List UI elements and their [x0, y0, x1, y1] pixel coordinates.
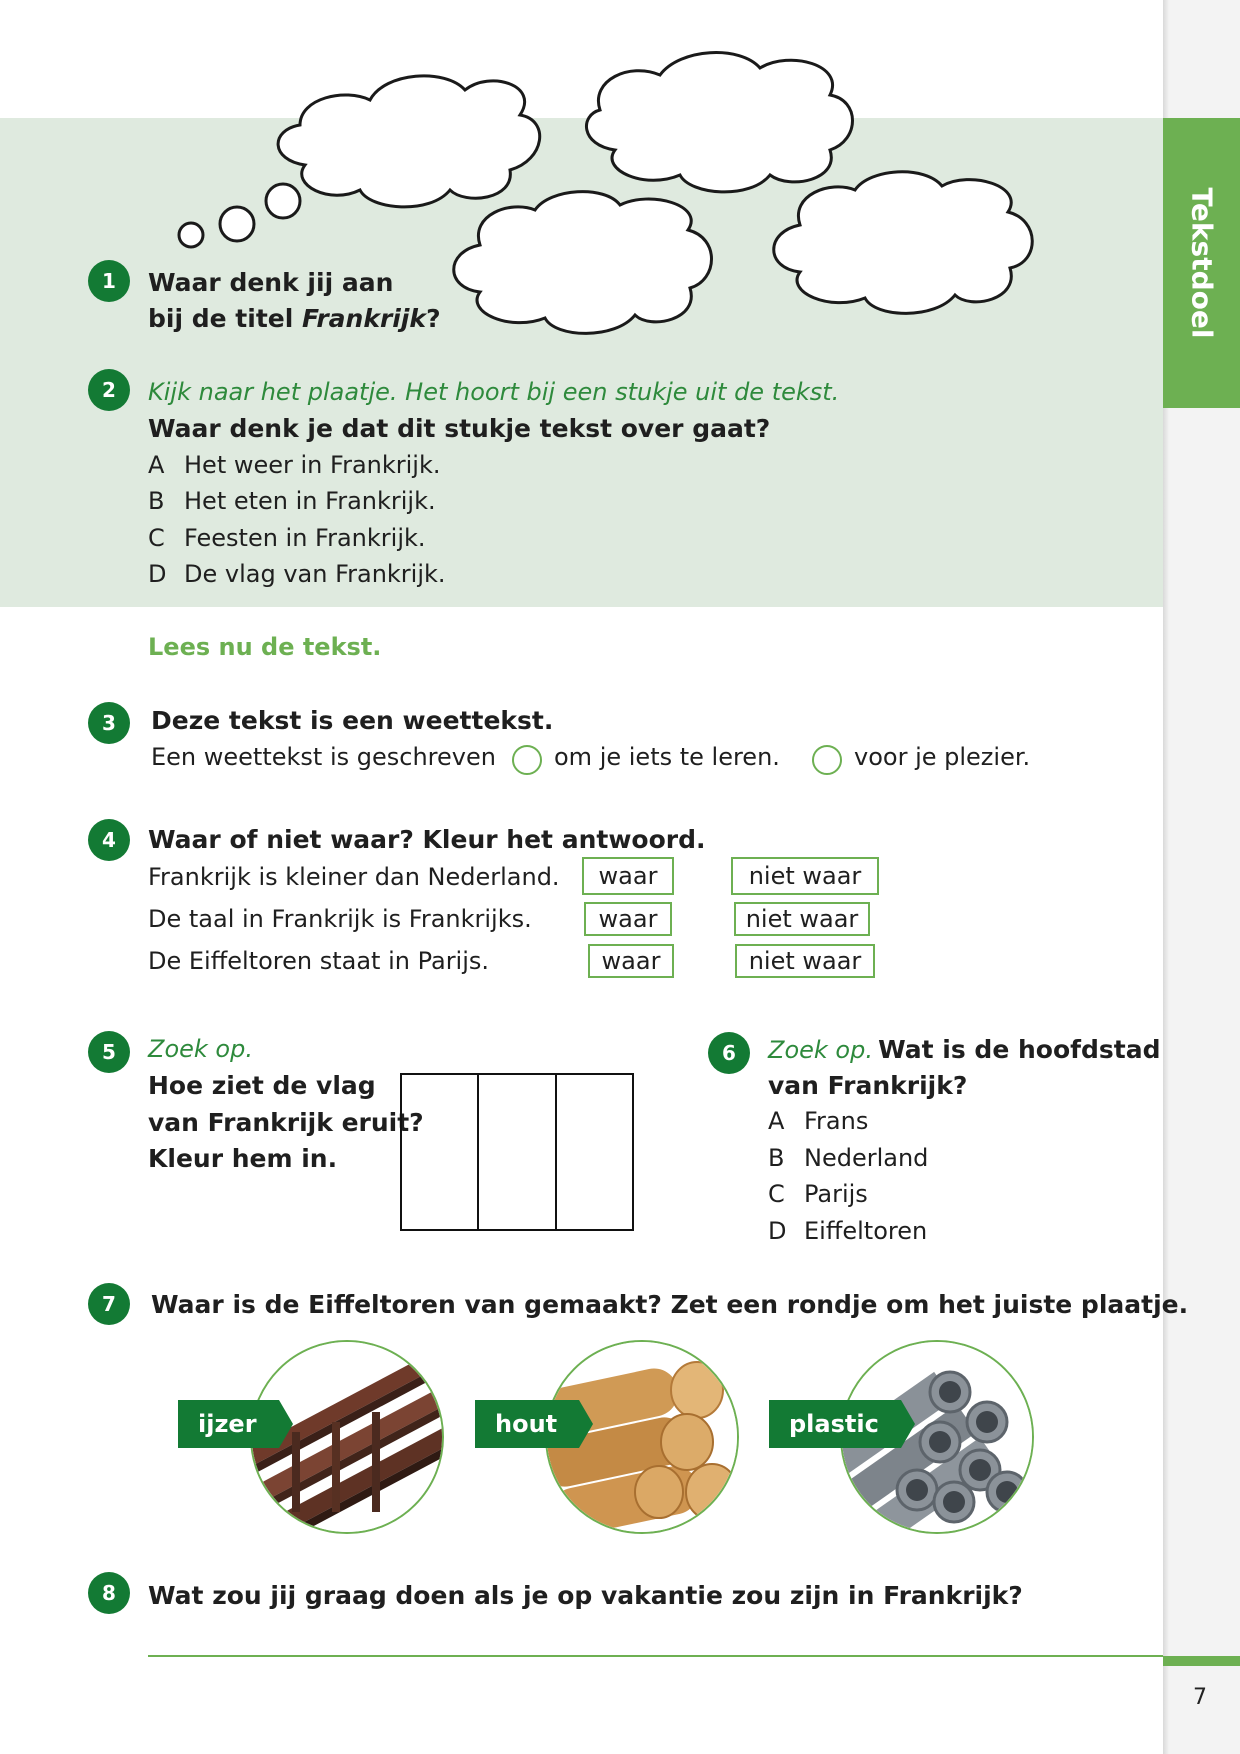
read-now-instruction: Lees nu de tekst. [148, 633, 382, 661]
option-text: Parijs [804, 1180, 868, 1208]
q6-question-part2: van Frankrijk? [768, 1071, 968, 1100]
question-number-5: 5 [88, 1031, 130, 1073]
material-label-iron: ijzer [178, 1400, 279, 1448]
option-letter: B [148, 487, 165, 515]
question-number-3: 3 [88, 702, 130, 744]
q3-stem: Een weettekst is geschreven [151, 743, 496, 771]
option-text: Het eten in Frankrijk. [184, 487, 436, 515]
q3-choice-fun: voor je plezier. [854, 743, 1031, 771]
q6-option-a[interactable] [768, 1107, 868, 1135]
section-tab [1163, 118, 1240, 408]
option-letter: C [768, 1180, 785, 1208]
q2-option-a[interactable] [148, 451, 441, 479]
q6-question-part1: Wat is de hoofdstad [878, 1035, 1161, 1064]
thought-cloud-4[interactable] [774, 172, 1033, 314]
q2-option-b[interactable] [148, 487, 436, 515]
question-number-6: 6 [708, 1032, 750, 1074]
question-number-1: 1 [88, 260, 130, 302]
q6-option-d[interactable] [768, 1217, 927, 1245]
option-text: Feesten in Frankrijk. [184, 524, 426, 552]
page-number: 7 [1193, 1685, 1207, 1710]
thought-bubble-small [179, 223, 203, 247]
q2-instruction: Kijk naar het plaatje. Het hoort bij een stukje uit de tekst. [148, 378, 840, 406]
q6-question-line1 [768, 1035, 1161, 1064]
q4-true-box-2[interactable]: waar [584, 902, 672, 936]
section-tab-label: Tekstdoel [1185, 187, 1218, 339]
flag-stripe-right[interactable] [557, 1075, 632, 1229]
q4-true-box-1[interactable]: waar [582, 857, 674, 895]
thought-bubble-medium [220, 207, 254, 241]
thought-cloud-1[interactable] [278, 76, 540, 207]
option-letter: C [148, 524, 165, 552]
q1-line1: Waar denk jij aan [148, 268, 394, 297]
question-number-7: 7 [88, 1283, 130, 1325]
q3-question: Deze tekst is een weettekst. [151, 706, 554, 735]
q7-question: Waar is de Eiffeltoren van gemaakt? Zet een rondje om het juiste plaatje. [151, 1290, 1189, 1319]
q5-line3: Kleur hem in. [148, 1144, 338, 1173]
option-text: Nederland [804, 1144, 929, 1172]
q1-line2-post: ? [426, 304, 441, 333]
q8-answer-line[interactable] [148, 1655, 1163, 1657]
q5-line1: Hoe ziet de vlag [148, 1071, 376, 1100]
q6-option-b[interactable] [768, 1144, 928, 1172]
option-letter: A [768, 1107, 785, 1135]
option-text: Frans [804, 1107, 869, 1135]
flag-stripe-middle[interactable] [479, 1075, 556, 1229]
thought-bubble-large [266, 184, 300, 218]
q4-statement-3: De Eiffeltoren staat in Parijs. [148, 947, 490, 975]
question-number-2: 2 [88, 369, 130, 411]
q3-choice-learn: om je iets te leren. [554, 743, 780, 771]
q2-option-c[interactable] [148, 524, 426, 552]
q3-radio-learn[interactable] [512, 745, 542, 775]
thought-cloud-2[interactable] [586, 53, 852, 192]
q4-false-box-3[interactable]: niet waar [735, 944, 875, 978]
q5-line2: van Frankrijk eruit? [148, 1108, 424, 1137]
option-letter: D [148, 560, 167, 588]
option-text: Het weer in Frankrijk. [184, 451, 441, 479]
q2-option-d[interactable] [148, 560, 446, 588]
q1-title-word: Frankrijk [302, 304, 427, 333]
q4-false-box-2[interactable]: niet waar [734, 902, 870, 936]
flag-stripe-left[interactable] [402, 1075, 479, 1229]
option-letter: B [768, 1144, 785, 1172]
q6-instruction: Zoek op. [768, 1036, 873, 1064]
question-number-4: 4 [88, 819, 130, 861]
option-letter: D [768, 1217, 787, 1245]
q4-statement-2: De taal in Frankrijk is Frankrijks. [148, 905, 532, 933]
q4-false-box-1[interactable]: niet waar [731, 857, 879, 895]
q1-line2-pre: bij de titel [148, 304, 302, 333]
thought-cloud-3[interactable] [454, 192, 712, 334]
material-label-wood: hout [475, 1400, 579, 1448]
q4-true-box-3[interactable]: waar [588, 944, 674, 978]
material-label-plastic: plastic [769, 1400, 901, 1448]
q4-question: Waar of niet waar? Kleur het antwoord. [148, 825, 706, 854]
q6-option-c[interactable] [768, 1180, 868, 1208]
q3-radio-fun[interactable] [812, 745, 842, 775]
question-number-8: 8 [88, 1572, 130, 1614]
q8-question: Wat zou jij graag doen als je op vakantie zou zijn in Frankrijk? [148, 1581, 1023, 1610]
option-text: De vlag van Frankrijk. [184, 560, 446, 588]
footer-accent [1163, 1656, 1240, 1666]
flag-outline [400, 1073, 634, 1231]
q5-instruction: Zoek op. [148, 1035, 253, 1063]
option-text: Eiffeltoren [804, 1217, 928, 1245]
q1-line2 [148, 304, 441, 333]
option-letter: A [148, 451, 165, 479]
q2-question: Waar denk je dat dit stukje tekst over gaat? [148, 414, 771, 443]
q4-statement-1: Frankrijk is kleiner dan Nederland. [148, 863, 560, 891]
